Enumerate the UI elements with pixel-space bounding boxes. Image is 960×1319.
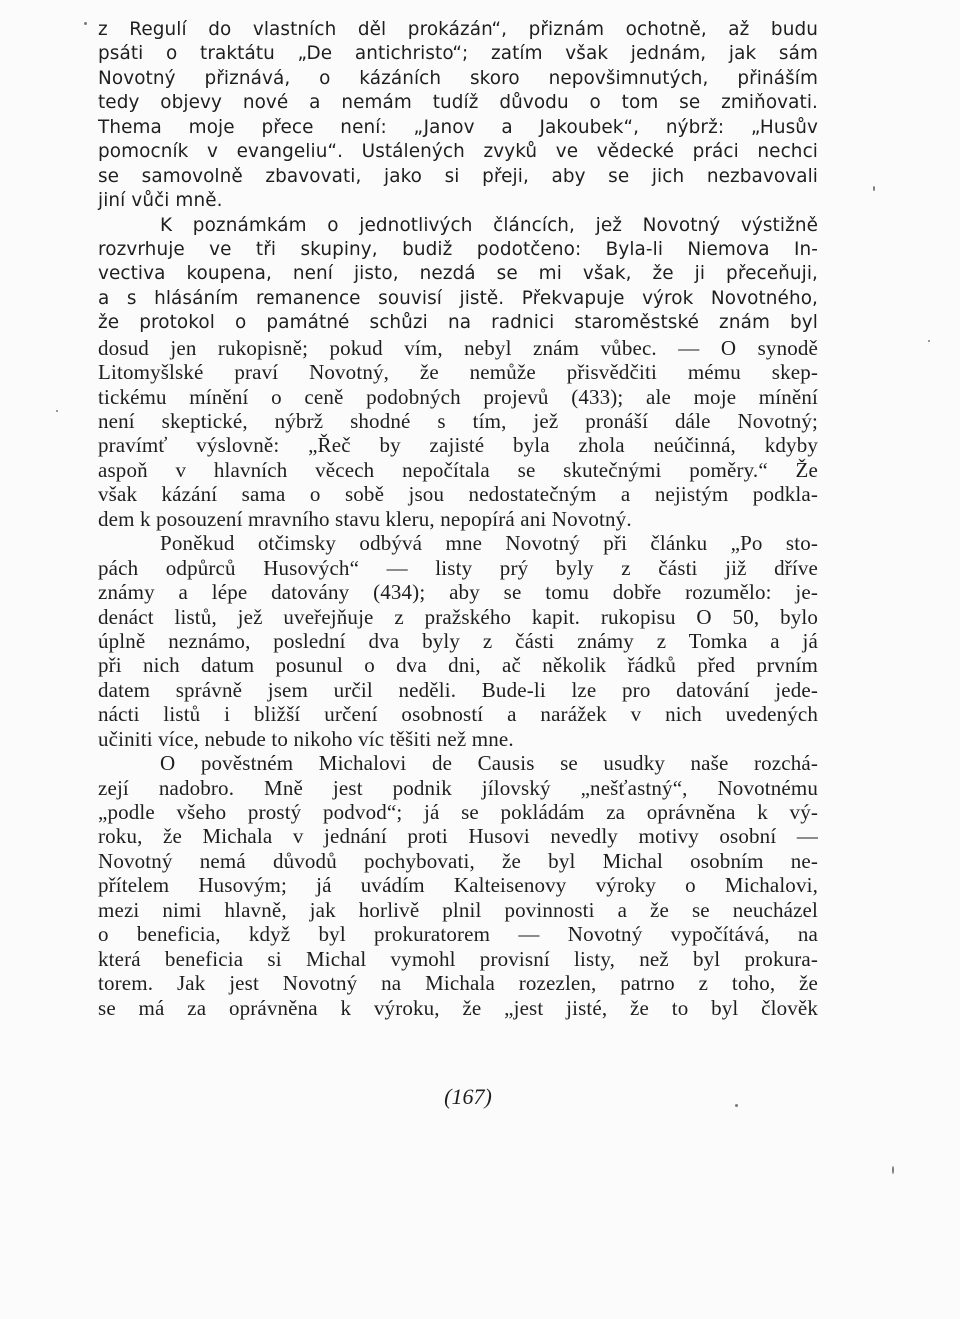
text-line: datem správně jsem určil neděli. Bude-li lze pro datování jede-: [98, 677, 818, 702]
page-number: (167): [444, 1084, 492, 1109]
text-line: úplně neznámo, poslední dva byly z části známy z Tomka a já: [98, 628, 818, 653]
text-line: rozvrhuje ve tři skupiny, budiž podotčeno: Byla-li Niemova In-: [98, 238, 818, 260]
text-line: a s hlásáním remanence souvisí jistě. Překvapuje výrok Novotného,: [98, 287, 818, 309]
scan-speck: [735, 1104, 738, 1107]
text-line: denáct listů, jež uveřejňuje z pražského kapit. rukopisu O 50, bylo: [98, 604, 818, 629]
text-line: mezi nimi hlavně, jak horlivě plnil povinnosti a že se neucházel: [98, 897, 818, 922]
text-line: zejí nadobro. Mně jest podnik jílovský „nešťastný“, Novotnému: [98, 775, 818, 800]
scan-speck: [56, 410, 58, 412]
text-line: při nich datum posunul o dva dni, ač několik řádků před prvním: [98, 653, 818, 678]
text-line: vectiva koupena, není jisto, nezdá se mi však, že ji přeceňuji,: [98, 263, 818, 285]
text-line: se samovolně zbavovati, jako si přeji, aby se jich nezbavovali: [98, 165, 818, 187]
text-line: aspoň v hlavních věcech nepočítala se skutečnými poměry.“ Že: [98, 457, 818, 482]
text-line: dosud jen rukopisně; pokud vím, nebyl znám vůbec. — O synodě: [98, 335, 818, 360]
text-line: se má za oprávněna k výroku, že „jest jisté, že to byl člověk: [98, 995, 818, 1020]
scan-speck: [873, 186, 875, 191]
text-line: jiní vůči mně.: [98, 190, 223, 212]
text-line: která beneficia si Michal vymohl provisní listy, než byl prokura-: [98, 946, 818, 971]
scan-speck: [84, 22, 87, 25]
text-line: tickému mínění o ceně podobných projevů (433); ale moje mínění: [98, 384, 818, 409]
text-line: Poněkud otčimsky odbývá mne Novotný při článku „Po sto-: [160, 531, 818, 556]
scan-speck: [928, 340, 930, 342]
text-line: pravímť výslovně: „Řeč by zajisté byla zhola neúčinná, kdyby: [98, 433, 818, 458]
text-line: „podle všeho prostý podvod“; já se pokládám za oprávněna k vý-: [98, 800, 818, 824]
text-line: není skeptické, nýbrž shodné s tím, jež pronáší dále Novotný;: [98, 409, 818, 433]
text-line: nácti listů i bližší určení osobností a narážek v nich uvedených: [98, 702, 818, 727]
text-line: známy a lépe datovány (434); aby se tomu dobře rozumělo: je-: [98, 580, 818, 605]
text-line: Novotný nemá důvodů pochybovati, že byl Michal osobním ne-: [98, 848, 818, 873]
text-line: učiniti více, nebude to nikoho víc těšiti než mne.: [98, 726, 514, 751]
text-line: pách odpůrců Husových“ — listy prý byly z části již dříve: [98, 555, 818, 580]
text-line: tedy objevy nové a nemám tudíž důvodu o tom se zmiňovati.: [98, 92, 818, 114]
text-line: pomocník v evangeliu“. Ustálených zvyků ve vědecké práci nechci: [98, 141, 818, 163]
text-line: přítelem Husovým; já uvádím Kalteisenovy výroky o Michalovi,: [98, 873, 818, 898]
scan-speck: [892, 1166, 894, 1174]
body-text: [98, 18, 818, 1020]
text-line: K poznámkám o jednotlivých článcích, jež Novotný výstižně: [160, 214, 818, 236]
text-line: že protokol o památné schůzi na radnici staroměstské znám byl: [98, 312, 818, 334]
text-line: Thema moje přece není: „Janov a Jakoubek“, nýbrž: „Husův: [98, 116, 818, 138]
text-line: O pověstném Michalovi de Causis se usudky naše rozchá-: [160, 751, 818, 776]
text-line: psáti o traktátu „De antichristo“; zatím však jednám, jak sám: [98, 43, 818, 65]
text-line: z Regulí do vlastních děl prokázán“, přiznám ochotně, až budu: [98, 19, 818, 40]
text-line: o beneficia, když byl prokuratorem — Novotný vypočítává, na: [98, 922, 818, 947]
text-line: však kázání sama o sobě jsou nedostatečným a nejistým podkla-: [98, 482, 818, 507]
text-line: roku, že Michala v jednání proti Husovi nevedly motivy osobní —: [98, 824, 818, 849]
text-line: dem k posouzení mravního stavu kleru, nepopírá ani Novotný.: [98, 506, 632, 531]
text-line: Litomyšlské praví Novotný, že nemůže přisvědčiti mému skep-: [98, 360, 818, 385]
text-line: torem. Jak jest Novotný na Michala rozezlen, patrno z toho, že: [98, 971, 818, 996]
text-line: Novotný přiznává, o kázáních skoro nepovšimnutých, přináším: [98, 67, 818, 89]
